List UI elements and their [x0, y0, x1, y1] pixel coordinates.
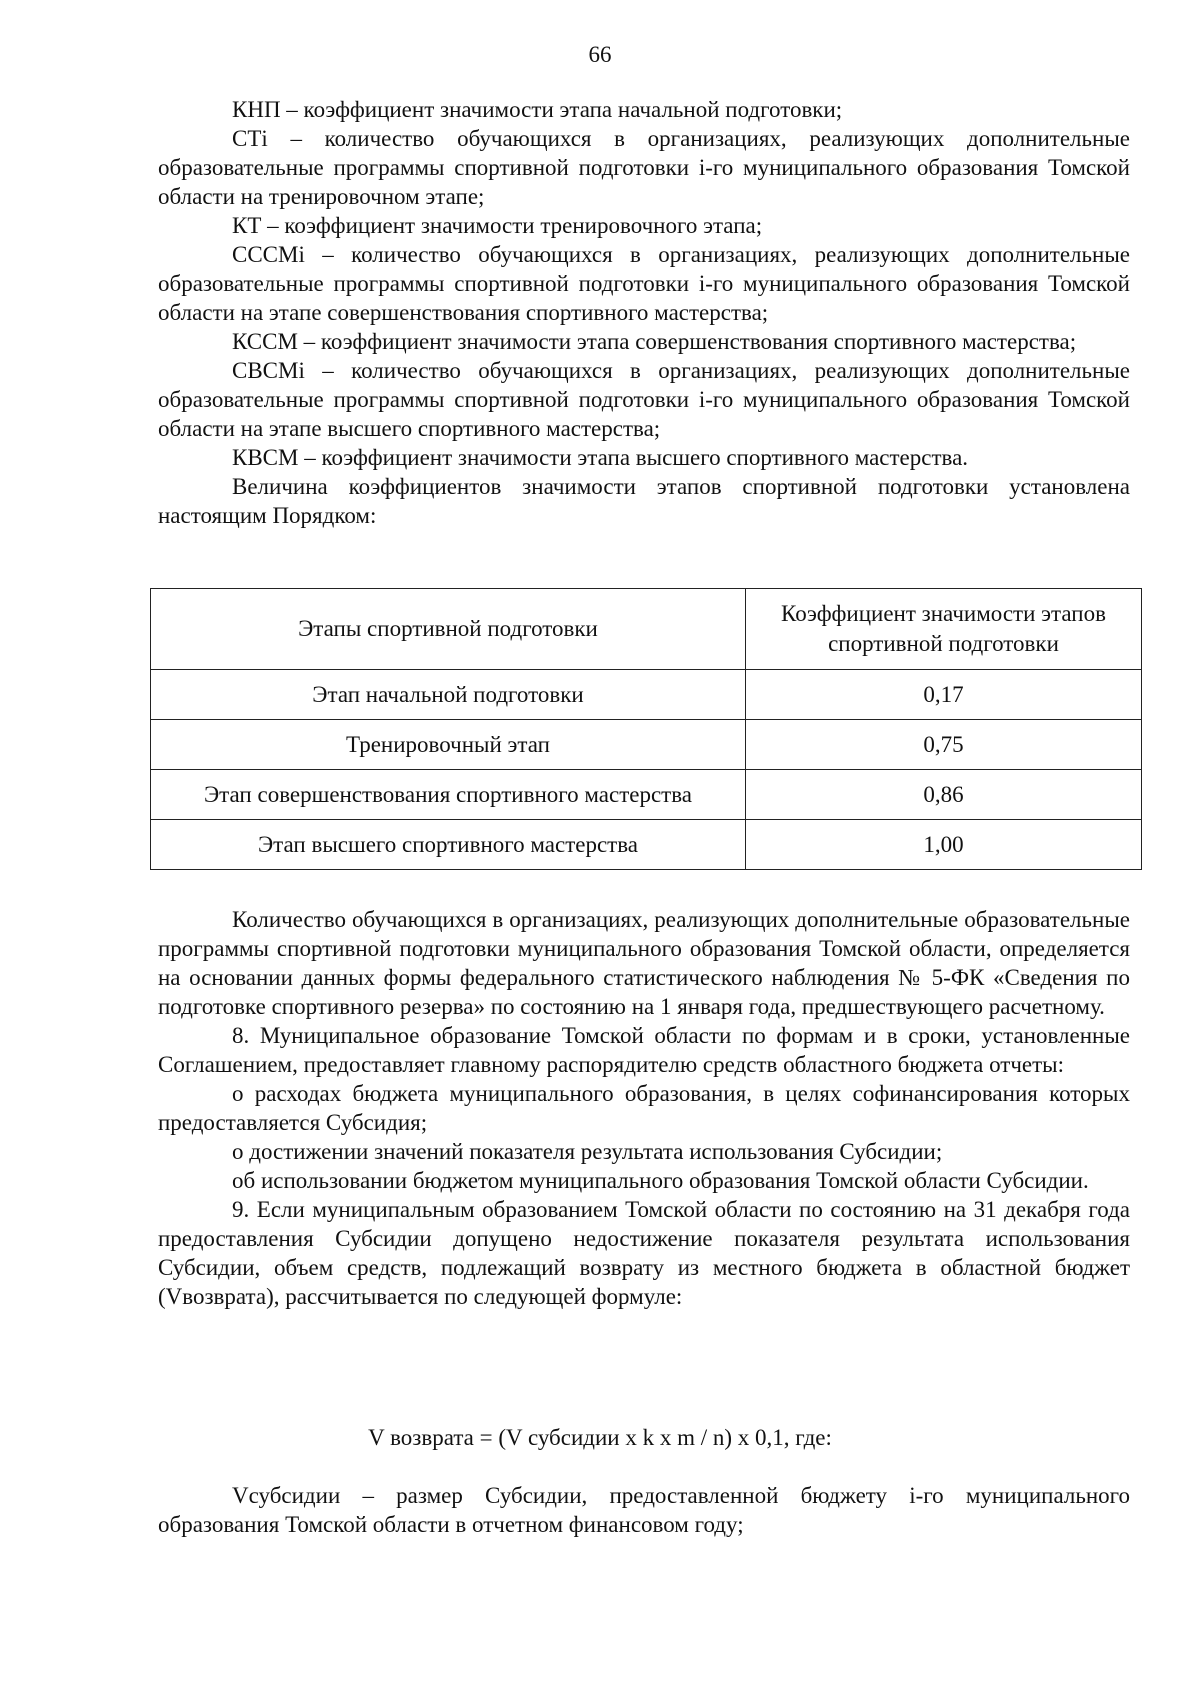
- header-stages: Этапы спортивной подготовки: [151, 589, 746, 670]
- table-row: [151, 670, 1142, 720]
- paragraph-kt: КТ – коэффициент значимости тренировочного этапа;: [232, 213, 763, 238]
- refund-formula: V возврата = (V субсидии x k x m / n) x 0,1, где:: [368, 1425, 832, 1450]
- paragraph-report-indicator: о достижении значений показателя результата использования Субсидии;: [232, 1139, 943, 1164]
- paragraph-knp: КНП – коэффициент значимости этапа начальной подготовки;: [232, 97, 843, 122]
- coefficient-cell: 0,75: [746, 720, 1142, 770]
- paragraph-item-8: 8. Муниципальное образование Томской области по формам и в сроки, установленные Соглашением, предоставляет главному распорядителю средств областного бюджета отчеты:: [158, 1023, 1130, 1077]
- paragraph-item-9: 9. Если муниципальным образованием Томской области по состоянию на 31 декабря года предоставления Субсидии допущено недостижение показателя результата использования Субсидии, объем средств, подлежащий возврату из местного бюджета в областной бюджет (Vвозврата), рассчитывается по следующей формуле:: [158, 1197, 1130, 1309]
- stage-cell: Этап начальной подготовки: [151, 670, 746, 720]
- table-header-row: [151, 589, 1142, 670]
- stage-cell: Этап совершенствования спортивного мастерства: [151, 770, 746, 820]
- stage-cell: Этап высшего спортивного мастерства: [151, 820, 746, 870]
- paragraph-kvsm: КВСМ – коэффициент значимости этапа высшего спортивного мастерства.: [232, 445, 969, 470]
- stage-cell: Тренировочный этап: [151, 720, 746, 770]
- paragraph-sssmi: СССМi – количество обучающихся в организациях, реализующих дополнительные образовательные программы спортивной подготовки i-го муниципального образования Томской области на этапе совершенствования спортивного мастерства;: [158, 242, 1130, 325]
- paragraph-v-subsidy: Vсубсидии – размер Субсидии, предоставленной бюджету i-го муниципального образования Томской области в отчетном финансовом году;: [158, 1483, 1130, 1537]
- paragraph-coefficient-intro: Величина коэффициентов значимости этапов спортивной подготовки установлена настоящим Порядком:: [158, 474, 1130, 528]
- table-row: [151, 720, 1142, 770]
- paragraph-report-usage: об использовании бюджетом муниципального образования Томской области Субсидии.: [232, 1168, 1089, 1193]
- formula-definitions: [158, 1481, 1130, 1539]
- paragraph-kssm: КССМ – коэффициент значимости этапа совершенствования спортивного мастерства;: [232, 329, 1077, 354]
- paragraph-svsmi: СВСМi – количество обучающихся в организациях, реализующих дополнительные образовательные программы спортивной подготовки i-го муниципального образования Томской области на этапе высшего спортивного мастерства;: [158, 358, 1130, 441]
- coefficient-cell: 0,86: [746, 770, 1142, 820]
- header-coefficient: Коэффициент значимости этапов спортивной подготовки: [746, 589, 1142, 670]
- paragraph-student-count: Количество обучающихся в организациях, реализующих дополнительные образовательные программы спортивной подготовки муниципального образования Томской области, определяется на основании данных формы федерального статистического наблюдения № 5-ФК «Сведения по подготовке спортивного резерва» по состоянию на 1 января года, предшествующего расчетному.: [158, 907, 1130, 1019]
- coefficient-table: [150, 588, 1142, 870]
- page-number: 66: [588, 42, 612, 67]
- paragraph-report-expenses: о расходах бюджета муниципального образования, в целях софинансирования которых предоставляется Субсидия;: [158, 1081, 1130, 1135]
- paragraph-cti: СТi – количество обучающихся в организациях, реализующих дополнительные образовательные программы спортивной подготовки i-го муниципального образования Томской области на тренировочном этапе;: [158, 126, 1130, 209]
- coefficient-definitions: [158, 95, 1130, 530]
- coefficient-cell: 0,17: [746, 670, 1142, 720]
- reporting-section: [158, 905, 1130, 1311]
- table-row: [151, 770, 1142, 820]
- coefficient-cell: 1,00: [746, 820, 1142, 870]
- table-row: [151, 820, 1142, 870]
